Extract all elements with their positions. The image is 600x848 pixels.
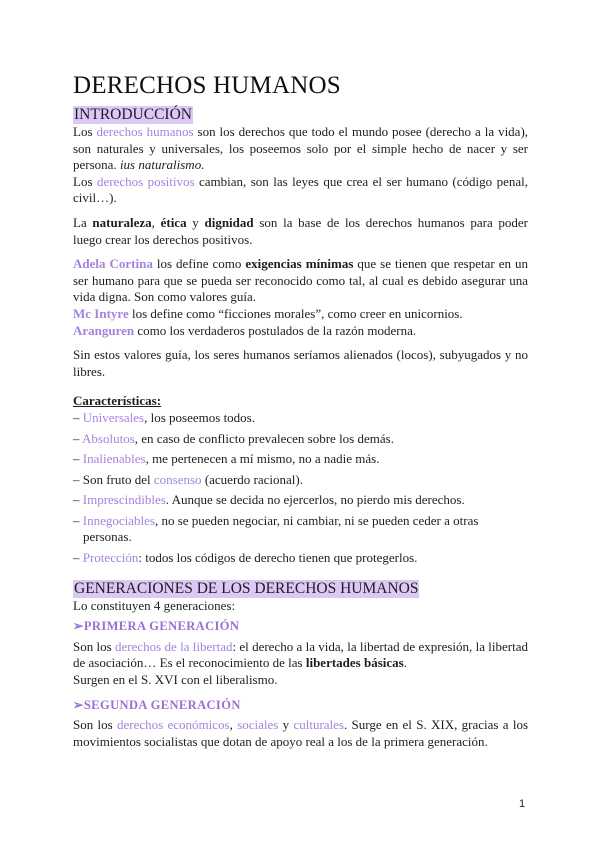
author-name: Mc Intyre bbox=[73, 305, 129, 321]
paragraph-derechos-positivos: Los derechos positivos cambian, son las leyes que crea el ser humano (código penal, civil…). bbox=[73, 173, 528, 206]
author-name: Aranguren bbox=[73, 322, 135, 338]
highlight-term: derechos humanos bbox=[96, 124, 194, 139]
list-item: – Innegociables, no se pueden negociar, ni cambiar, ni se pueden ceder a otras personas. bbox=[73, 512, 479, 545]
paragraph-primera-generacion: Son los derechos de la libertad: el derecho a la vida, la libertad de expresión, la libertad de asociación… Es el reconocimiento de las libertades básicas. bbox=[73, 638, 528, 671]
section-heading-generaciones: GENERACIONES DE LOS DERECHOS HUMANOS bbox=[74, 579, 419, 597]
generations-intro: Lo constituyen 4 generaciones: bbox=[73, 597, 236, 613]
author-name: Adela Cortina bbox=[73, 256, 153, 272]
paragraph-derechos-humanos: Los derechos humanos son los derechos que todo el mundo posee (derecho a la vida), son naturales y universales, los poseemos solo por el simple hecho de nacer y ser persona. ius naturalismo. bbox=[73, 124, 529, 173]
arrow-icon: ➢ bbox=[73, 697, 84, 712]
list-item: – Universales, los poseemos todos. bbox=[73, 409, 255, 425]
characteristics-list bbox=[73, 410, 528, 567]
list-item: – Son fruto del consenso (acuerdo racional). bbox=[73, 471, 303, 487]
characteristics-heading: Características: bbox=[73, 393, 162, 409]
paragraph-liberalismo: Surgen en el S. XVI con el liberalismo. bbox=[73, 672, 278, 688]
paragraph-valores-guia: Sin estos valores guía, los seres humanos seríamos alienados (locos), subyugados y no libres. bbox=[73, 347, 528, 379]
list-item: – Protección: todos los códigos de derecho tienen que protegerlos. bbox=[73, 550, 418, 566]
paragraph-aranguren: Aranguren como los verdaderos postulados de la razón moderna. bbox=[73, 322, 417, 338]
paragraph-segunda-generacion: Son los derechos económicos, sociales y culturales. Surge en el S. XIX, gracias a los movimientos socialistas que dotan de apoyo real a los de la primera generación. bbox=[73, 717, 529, 749]
subheading-primera-generacion: ➢PRIMERA GENERACIÓN bbox=[73, 619, 240, 634]
paragraph-naturaleza: La naturaleza, ética y dignidad son la base de los derechos humanos para poder luego crear los derechos positivos. bbox=[73, 214, 529, 247]
document-page bbox=[73, 72, 528, 750]
section-heading-introduccion: INTRODUCCIÓN bbox=[74, 106, 192, 123]
list-item: – Absolutos, en caso de conflicto prevalecen sobre los demás. bbox=[73, 430, 394, 446]
list-item: – Imprescindibles. Aunque se decida no ejercerlos, no pierdo mis derechos. bbox=[73, 492, 465, 508]
subheading-segunda-generacion: ➢SEGUNDA GENERACIÓN bbox=[73, 697, 241, 712]
page-number: 1 bbox=[519, 798, 526, 810]
paragraph-mc-intyre: Mc Intyre los define como “ficciones morales”, como creer en unicornios. bbox=[73, 305, 463, 321]
arrow-icon: ➢ bbox=[73, 619, 84, 634]
highlight-term: derechos positivos bbox=[96, 173, 195, 189]
page-title: DERECHOS HUMANOS bbox=[73, 72, 341, 99]
paragraph-adela-cortina: Adela Cortina los define como exigencias mínimas que se tienen que respetar en un ser humano para que se pueda ser reconocido como tal, al cual es debido asegurar una vida digna. Son como valores guía. bbox=[73, 256, 528, 305]
list-item: – Inalienables, me pertenecen a mí mismo, no a nadie más. bbox=[73, 451, 380, 467]
